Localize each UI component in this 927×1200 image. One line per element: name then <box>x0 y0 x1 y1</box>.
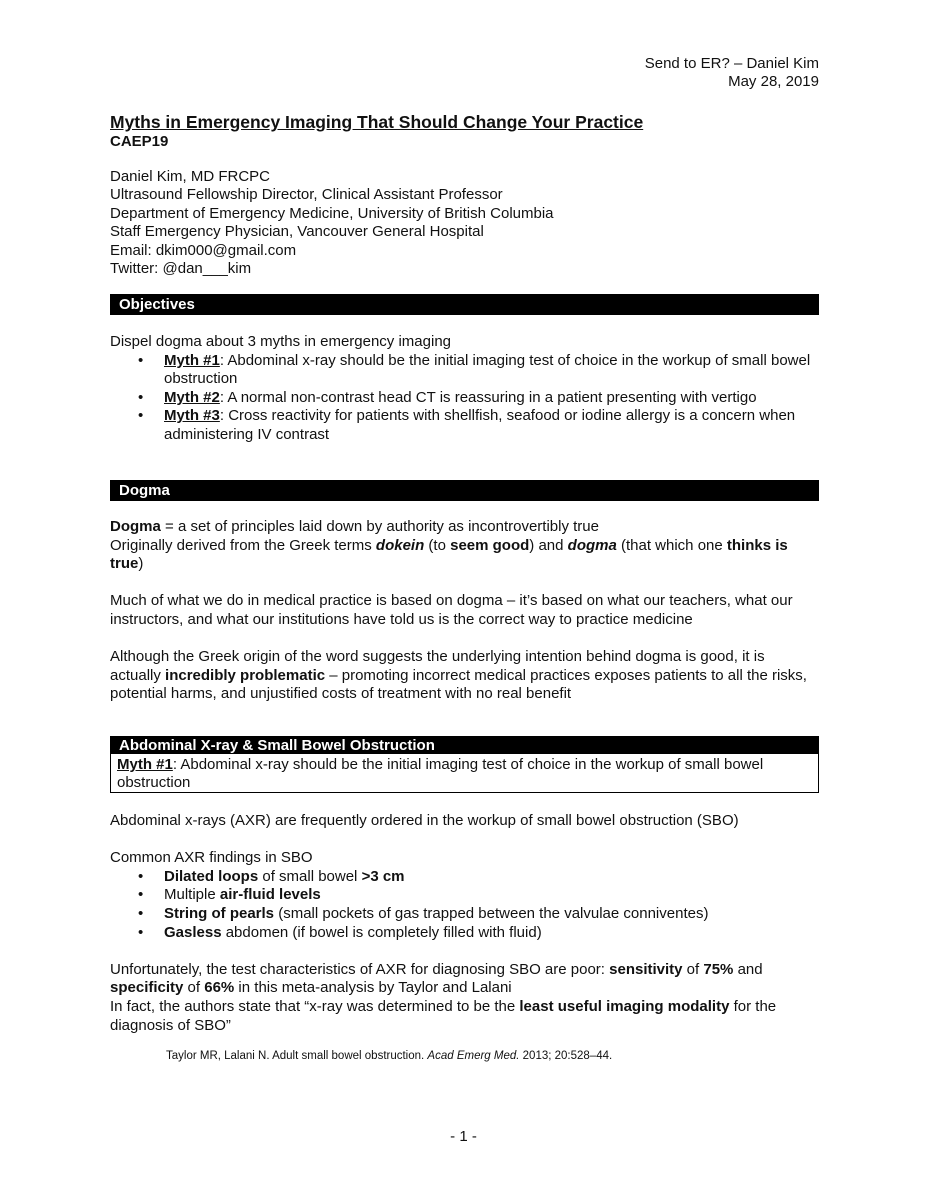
dogma-origin <box>110 537 819 574</box>
list-item <box>164 924 819 943</box>
myth-list <box>110 352 819 445</box>
myth-text: : Abdominal x-ray should be the initial imaging test of choice in the workup of small bowel obstruction <box>164 351 811 388</box>
stats-text: in this meta-analysis by Taylor and Lalani <box>234 979 512 997</box>
reference-journal: Acad Emerg Med. <box>427 1050 520 1062</box>
quote-text: In fact, the authors state that “x-ray was determined to be the <box>110 997 520 1015</box>
myth-label: Myth #2 <box>164 388 220 406</box>
para-text: Although the Greek origin of the word suggests the underlying intention behind dogma is good, it is actually <box>110 648 765 684</box>
myth-text: : Abdominal x-ray should be the initial imaging test of choice in the workup of small bowel obstruction <box>117 756 764 791</box>
list-item <box>164 407 819 444</box>
reference-text: 2013; 20:528–44. <box>519 1050 613 1062</box>
myth-text: : A normal non-contrast head CT is reassuring in a patient presenting with vertigo <box>219 388 757 406</box>
stats-text: and <box>733 960 763 978</box>
origin-term: dogma <box>567 536 617 554</box>
finding-bold: Gasless <box>164 923 222 941</box>
list-item <box>164 868 819 887</box>
author-role: Ultrasound Fellowship Director, Clinical Assistant Professor <box>110 186 503 204</box>
list-item <box>164 389 819 408</box>
axr-myth-box <box>110 736 819 793</box>
document-title: Myths in Emergency Imaging That Should Change Your Practice <box>110 112 644 132</box>
origin-text: ) <box>138 555 144 573</box>
dogma-definition <box>110 518 819 537</box>
reference-text: Taylor MR, Lalani N. Adult small bowel obstruction. <box>166 1050 428 1062</box>
objectives-heading: Objectives <box>110 294 819 315</box>
axr-heading: Abdominal X-ray & Small Bowel Obstruction <box>111 737 818 754</box>
dogma-def-text: = a set of principles laid down by authority as incontrovertibly true <box>160 518 599 535</box>
origin-text: (that which one <box>616 536 727 554</box>
axr-intro: Abdominal x-rays (AXR) are frequently ordered in the workup of small bowel obstruction (SBO) <box>110 812 739 829</box>
stats-text: of <box>682 960 704 978</box>
dogma-paragraph-2: Much of what we do in medical practice is based on dogma – it’s based on what our teachers, what our instructors, and what our institutions have told us is the correct way to practice medicine <box>110 592 793 628</box>
header-author: Send to ER? – Daniel Kim <box>644 55 819 72</box>
findings-title: Common AXR findings in SBO <box>110 849 313 867</box>
author-department: Department of Emergency Medicine, University of British Columbia <box>110 204 554 222</box>
dogma-paragraph-3 <box>110 648 819 704</box>
dogma-section <box>110 518 819 704</box>
author-position: Staff Emergency Physician, Vancouver General Hospital <box>110 223 484 241</box>
list-item <box>164 886 819 905</box>
axr-quote <box>110 998 819 1035</box>
stats-bold: specificity <box>110 979 184 997</box>
document-subtitle: CAEP19 <box>110 133 169 150</box>
para-emphasis: incredibly problematic <box>165 666 326 684</box>
objectives-section <box>110 333 819 445</box>
finding-bold: >3 cm <box>361 867 405 885</box>
finding-text: (small pockets of gas trapped between the valvulae conniventes) <box>274 904 709 922</box>
myth-label: Myth #1 <box>117 756 173 773</box>
axr-section <box>110 812 819 1035</box>
objectives-intro: Dispel dogma about 3 myths in emergency imaging <box>110 333 452 350</box>
author-name: Daniel Kim, MD FRCPC <box>110 168 271 185</box>
origin-text: ) and <box>529 536 568 554</box>
origin-text: Originally derived from the Greek terms <box>110 536 376 554</box>
finding-text: abdomen (if bowel is completely filled with fluid) <box>221 923 542 941</box>
list-item <box>164 352 819 389</box>
finding-bold: Dilated loops <box>164 867 259 885</box>
origin-gloss: thinks is true <box>110 536 788 573</box>
para-text: – promoting incorrect medical practices exposes patients to all the risks, potential harms, and unjustified costs of treatment with no real benefit <box>110 666 807 703</box>
finding-text: of small bowel <box>258 867 362 885</box>
running-header <box>645 55 819 91</box>
stats-text: Unfortunately, the test characteristics of AXR for diagnosing SBO are poor: <box>110 960 610 978</box>
stats-bold: 66% <box>204 979 235 997</box>
dogma-term: Dogma <box>110 518 161 535</box>
axr-stats <box>110 961 819 998</box>
author-twitter: Twitter: @dan___kim <box>110 260 252 278</box>
origin-term: dokein <box>375 536 425 554</box>
author-block <box>110 168 554 278</box>
reference <box>166 1050 612 1062</box>
stats-bold: sensitivity <box>609 960 683 978</box>
myth-label: Myth #1 <box>164 351 220 369</box>
header-date: May 28, 2019 <box>728 73 819 90</box>
list-item <box>164 905 819 924</box>
page-number: - 1 - <box>450 1128 477 1145</box>
dogma-heading: Dogma <box>110 480 819 501</box>
origin-gloss: seem good <box>450 536 530 554</box>
quote-bold: least useful imaging modality <box>519 997 730 1015</box>
finding-text: Multiple <box>164 886 220 904</box>
myth-label: Myth #3 <box>164 407 220 425</box>
axr-myth <box>111 754 818 792</box>
author-email: Email: dkim000@gmail.com <box>110 241 297 259</box>
finding-bold: air-fluid levels <box>219 886 321 904</box>
finding-bold: String of pearls <box>164 904 275 922</box>
stats-text: of <box>183 979 205 997</box>
myth-text: : Cross reactivity for patients with shellfish, seafood or iodine allergy is a concern when administering IV contrast <box>164 407 796 443</box>
findings-list <box>110 868 819 942</box>
origin-text: (to <box>424 536 451 554</box>
quote-text: for the diagnosis of SBO” <box>110 997 777 1034</box>
stats-bold: 75% <box>703 960 734 978</box>
